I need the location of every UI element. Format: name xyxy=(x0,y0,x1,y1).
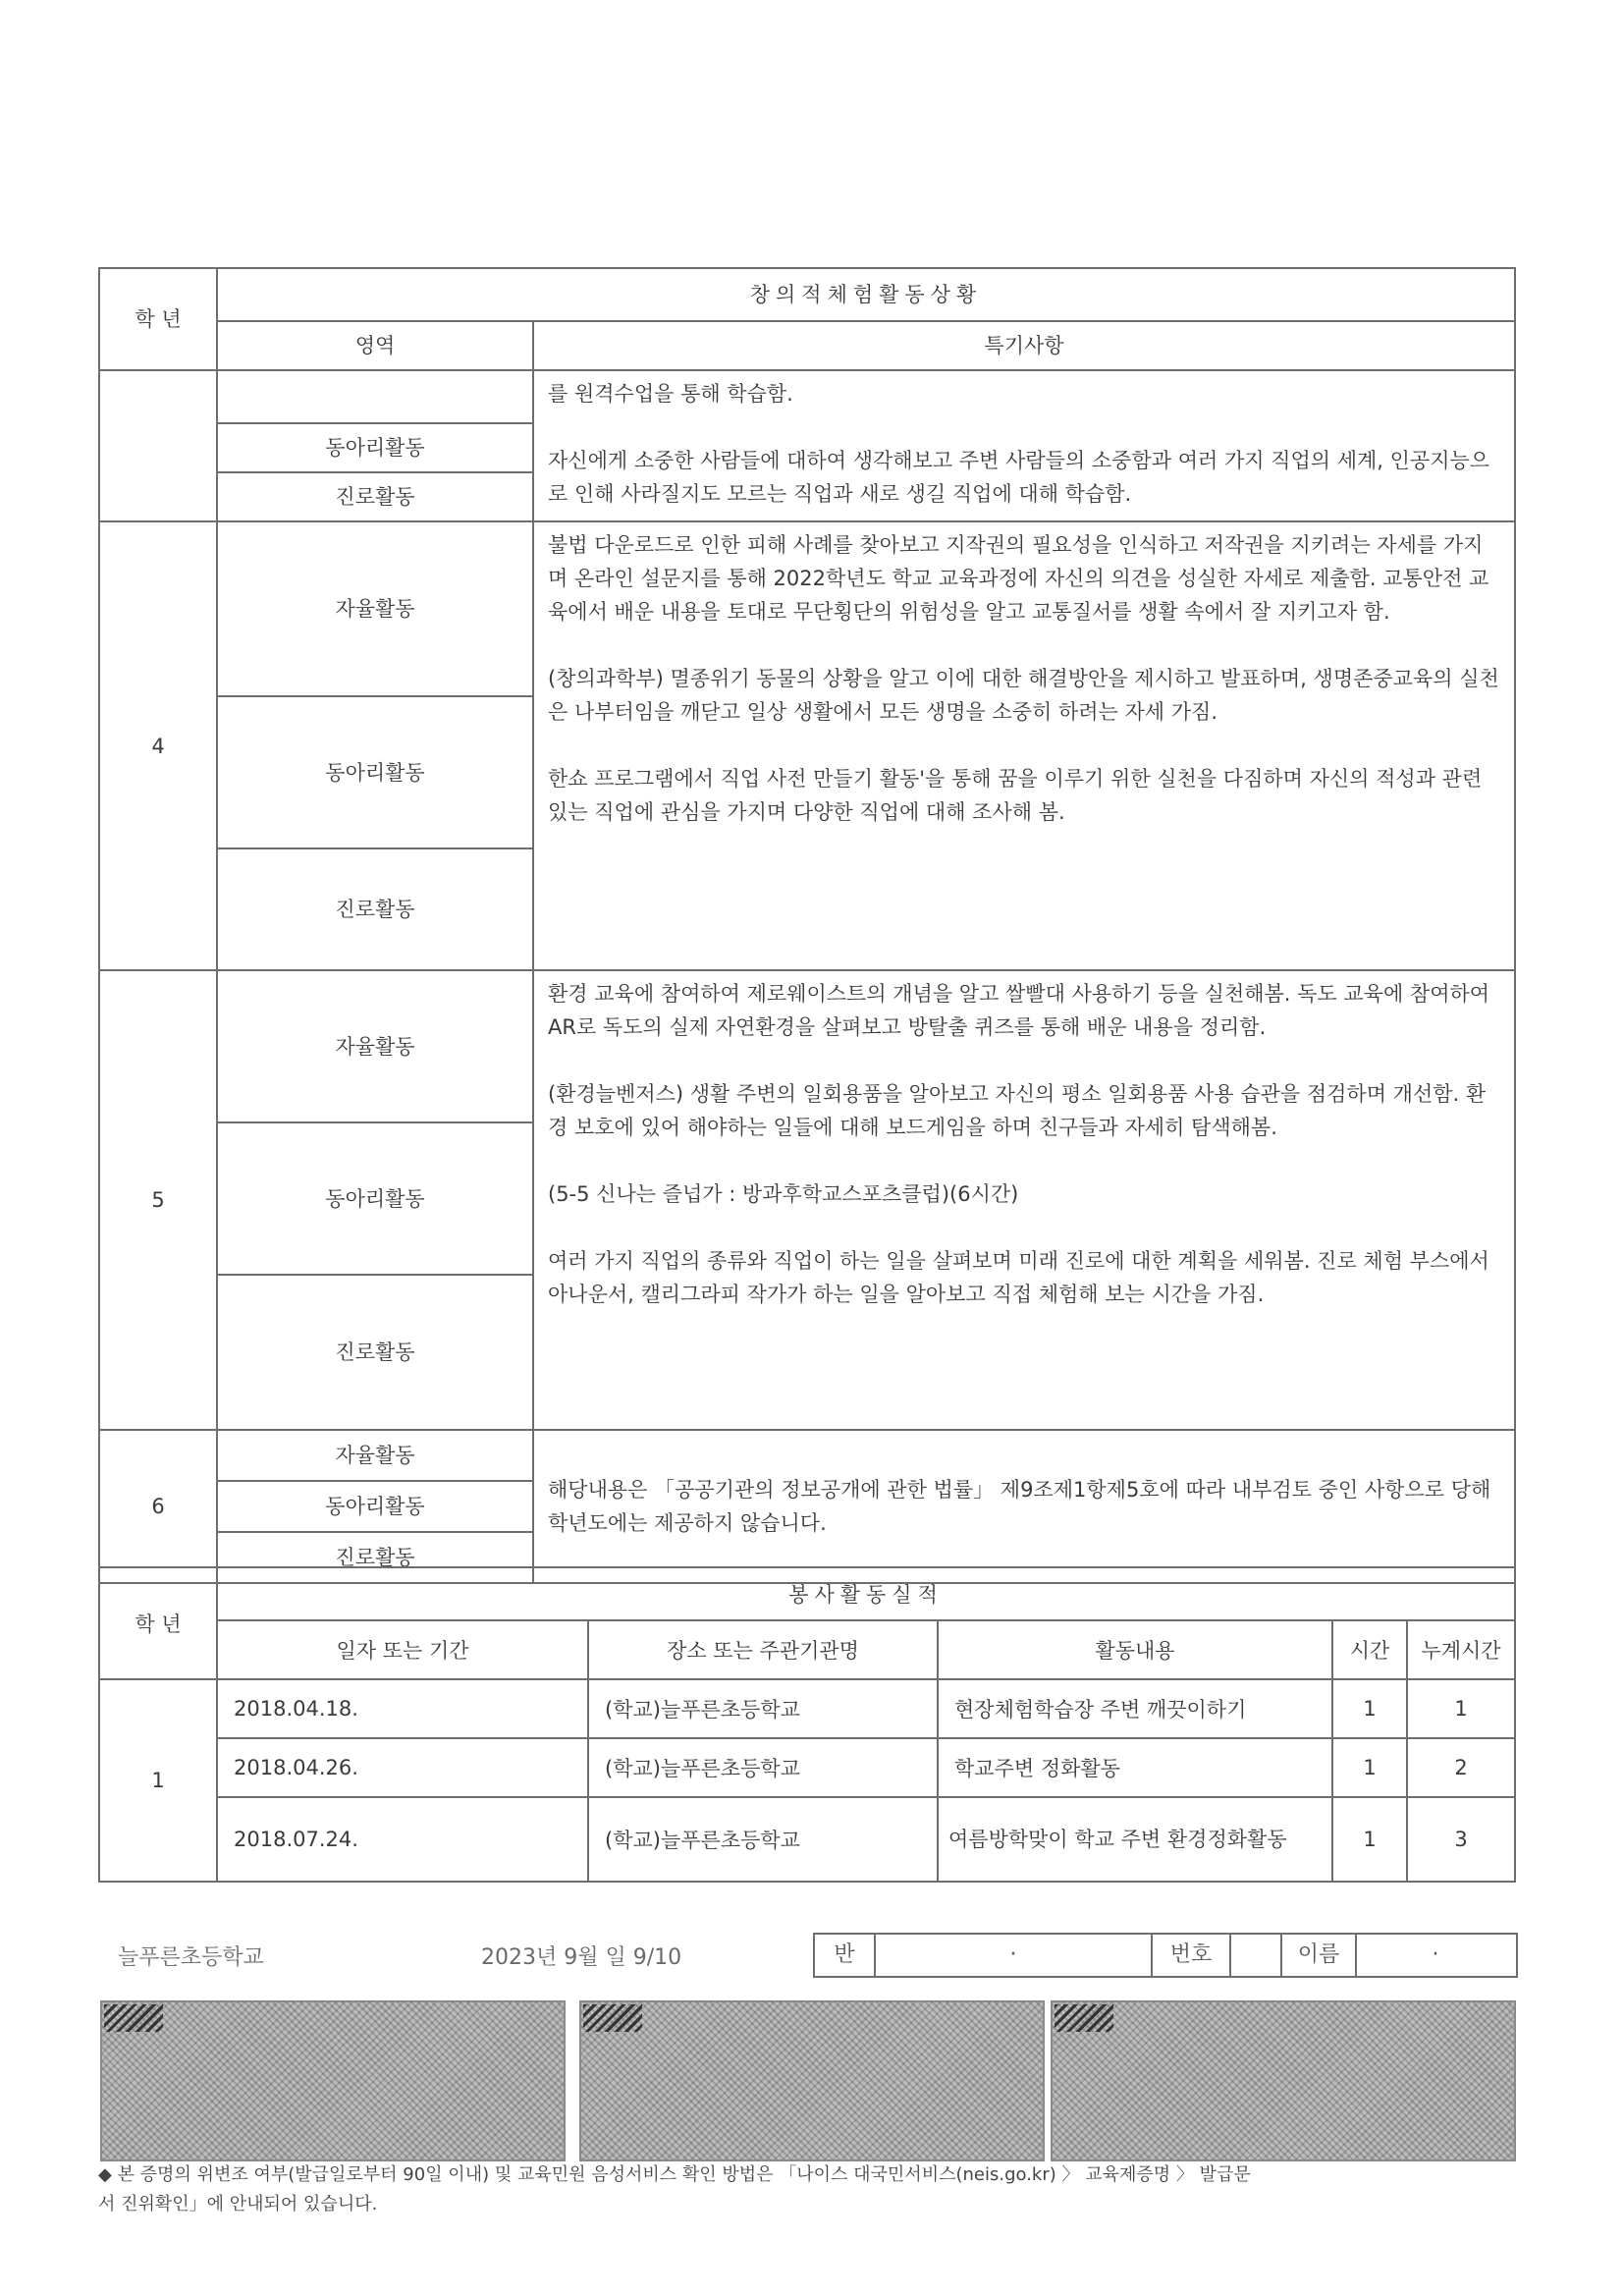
total-hours-cell: 1 xyxy=(1407,1679,1515,1738)
area-autonomous: 자율활동 xyxy=(217,521,533,696)
notice-line: 서 진위확인」에 안내되어 있습니다. xyxy=(98,2194,378,2214)
area-club: 동아리활동 xyxy=(217,423,533,472)
volunteer-activities-table xyxy=(98,1566,1516,1883)
grade-4-cell: 4 xyxy=(99,521,217,970)
creative-activities-title: 창의적체험활동상황 xyxy=(217,268,1515,321)
place-cell: (학교)늘푸른초등학교 xyxy=(588,1679,938,1738)
authenticity-notice xyxy=(98,2160,1522,2219)
remarks-cell-grade-5 xyxy=(533,970,1515,1430)
grade-cell-continued xyxy=(99,370,217,521)
column-header-hours: 시간 xyxy=(1332,1620,1407,1679)
content-cell: 여름방학맞이 학교 주변 환경정화활동 xyxy=(938,1797,1332,1882)
verification-barcode-image xyxy=(579,2000,1045,2161)
date-cell: 2018.04.26. xyxy=(217,1738,588,1797)
place-cell: (학교)늘푸른초등학교 xyxy=(588,1738,938,1797)
hours-cell: 1 xyxy=(1332,1738,1407,1797)
place-cell: (학교)늘푸른초등학교 xyxy=(588,1797,938,1882)
area-header: 영역 xyxy=(217,321,533,370)
area-career: 진로활동 xyxy=(217,1532,533,1583)
table-row xyxy=(99,1738,1515,1797)
table-row xyxy=(99,1679,1515,1738)
verification-barcode-image xyxy=(100,2000,566,2161)
date-cell: 2018.07.24. xyxy=(217,1797,588,1882)
remarks-text: 자신에게 소중한 사람들에 대하여 생각해보고 주변 사람들의 소중함과 여러 가지 직업의 세계, 인공지능으로 인해 사라질지도 모르는 직업과 새로 생길 직업에 대해 학습함. xyxy=(548,449,1490,506)
notice-line: ◆ 본 증명의 위변조 여부(발급일로부터 90일 이내) 및 교육민원 음성서비스 확인 방법은 「나이스 대국민서비스(neis.go.kr) 〉 교육제증명 〉 발급문 xyxy=(98,2164,1251,2185)
grade-6-cell: 6 xyxy=(99,1430,217,1583)
document-footer xyxy=(98,1933,1514,1976)
remarks-cell-grade-6 xyxy=(533,1430,1515,1583)
name-label: 이름 xyxy=(1297,1942,1340,1967)
area-career: 진로활동 xyxy=(217,472,533,521)
number-label: 번호 xyxy=(1169,1942,1213,1967)
remarks-text: (창의과학부) 멸종위기 동물의 상황을 알고 이에 대한 해결방안을 제시하고 발표하며, 생명존중교육의 실천은 나부터임을 깨닫고 일상 생활에서 모든 생명을 소중히 하려는 자세 가짐. xyxy=(548,667,1499,724)
area-career: 진로활동 xyxy=(217,848,533,970)
hours-cell: 1 xyxy=(1332,1679,1407,1738)
grade-header: 학 년 xyxy=(99,1567,217,1679)
remarks-text: 여러 가지 직업의 종류와 직업이 하는 일을 살펴보며 미래 진로에 대한 계획을 세워봄. 진로 체험 부스에서 아나운서, 캘리그라피 작가가 하는 일을 알아보고 직접 체험해 보는 시간을 가짐. xyxy=(548,1249,1489,1306)
number-value xyxy=(1231,1935,1280,1976)
creative-activities-table xyxy=(98,267,1516,1584)
area-club: 동아리활동 xyxy=(217,696,533,848)
column-header-place: 장소 또는 주관기관명 xyxy=(588,1620,938,1679)
remarks-cell-continued xyxy=(533,370,1515,521)
name-value: · xyxy=(1432,1942,1439,1967)
area-autonomous: 자율활동 xyxy=(217,970,533,1122)
remarks-text: 한쇼 프로그램에서 직업 사전 만들기 활동'을 통해 꿈을 이루기 위한 실천을 다짐하며 자신의 적성과 관련 있는 직업에 관심을 가지며 다양한 직업에 대해 조사해 봄. xyxy=(548,767,1483,824)
grade-1-cell: 1 xyxy=(99,1679,217,1882)
table-row xyxy=(99,1797,1515,1882)
class-label: 반 xyxy=(834,1942,855,1967)
remarks-cell-grade-4 xyxy=(533,521,1515,970)
remarks-text: 불법 다운로드로 인한 피해 사례를 찾아보고 지작권의 필요성을 인식하고 저작권을 지키려는 자세를 가지며 온라인 설문지를 통해 2022학년도 학교 교육과정에 자신의 의견을 성실한 자세로 제출함. 교통안전 교육에서 배운 내용을 토대로 무단횡단의 위험성을 알고 교통질서를 생활 속에서 잘 지키고자 함. xyxy=(548,533,1489,624)
issuing-school: 늘푸른초등학교 xyxy=(118,1945,264,1970)
area-club: 동아리활동 xyxy=(217,1122,533,1275)
remarks-text: 해당내용은 「공공기관의 정보공개에 관한 법률」 제9조제1항제5호에 따라 내부검토 중인 사항으로 당해학년도에는 제공하지 않습니다. xyxy=(548,1478,1491,1535)
area-career: 진로활동 xyxy=(217,1275,533,1430)
date-cell: 2018.04.18. xyxy=(217,1679,588,1738)
issue-date: 2023년 9월 일 9/10 xyxy=(481,1945,682,1970)
class-value: · xyxy=(1009,1942,1017,1967)
area-autonomous: 자율활동 xyxy=(217,1430,533,1481)
remarks-text: 환경 교육에 참여하여 제로웨이스트의 개념을 알고 쌀빨대 사용하기 등을 실천해봄. 독도 교육에 참여하여 AR로 독도의 실제 자연환경을 살펴보고 방탈출 퀴즈를 통해 배운 내용을 정리함. xyxy=(548,982,1490,1039)
grade-header: 학 년 xyxy=(99,268,217,370)
total-hours-cell: 3 xyxy=(1407,1797,1515,1882)
column-header-total: 누계시간 xyxy=(1407,1620,1515,1679)
remarks-text: (5-5 신나는 즐넙가 : 방과후학교스포츠클럽)(6시간) xyxy=(548,1182,1019,1206)
area-club: 동아리활동 xyxy=(217,1481,533,1532)
grade-5-cell: 5 xyxy=(99,970,217,1430)
column-header-date: 일자 또는 기간 xyxy=(217,1620,588,1679)
column-header-content: 활동내용 xyxy=(938,1620,1332,1679)
verification-barcode-image xyxy=(1051,2000,1516,2161)
remarks-header: 특기사항 xyxy=(533,321,1515,370)
content-cell: 현장체험학습장 주변 깨끗이하기 xyxy=(938,1679,1332,1738)
total-hours-cell: 2 xyxy=(1407,1738,1515,1797)
area-cell-empty xyxy=(217,370,533,423)
student-info-box xyxy=(813,1933,1518,1978)
hours-cell: 1 xyxy=(1332,1797,1407,1882)
content-cell: 학교주변 정화활동 xyxy=(938,1738,1332,1797)
volunteer-activities-title: 봉사활동실적 xyxy=(217,1567,1515,1620)
remarks-text: (환경늘벤저스) 생활 주변의 일회용품을 알아보고 자신의 평소 일회용품 사용 습관을 점검하며 개선함. 환경 보호에 있어 해야하는 일들에 대해 보드게임을 하며 친구들과 자세히 탐색해봄. xyxy=(548,1082,1487,1139)
remarks-text: 를 원격수업을 통해 학습함. xyxy=(548,382,793,406)
